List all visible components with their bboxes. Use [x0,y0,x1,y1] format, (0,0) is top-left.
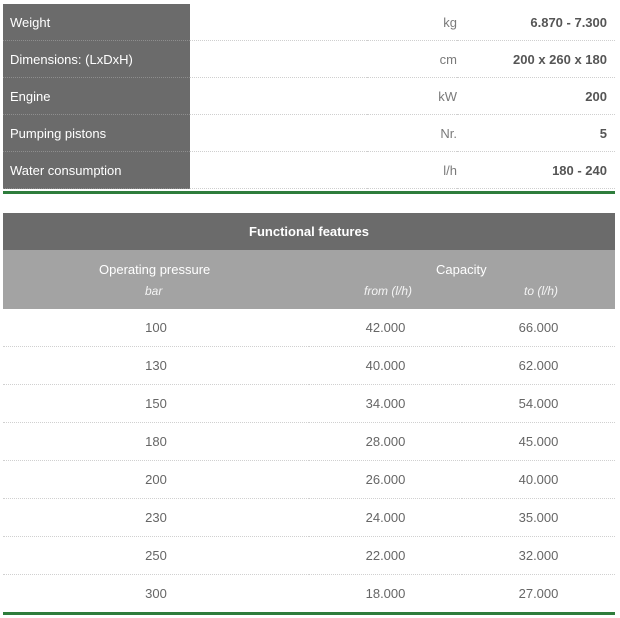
from-cell: 22.000 [309,537,462,575]
features-header [3,250,615,309]
capacity-header: Capacity [436,262,487,277]
pressure-cell: 130 [3,347,309,385]
pressure-cell: 200 [3,461,309,499]
spec-row-dimensions [3,41,615,78]
spec-unit: cm [367,41,457,78]
spec-value: 200 [457,78,615,115]
spec-unit: Nr. [367,115,457,152]
table-row [3,499,615,537]
spec-value: 200 x 260 x 180 [457,41,615,78]
spec-value: 180 - 240 [457,152,615,189]
spec-unit: kg [367,4,457,41]
from-cell: 40.000 [309,347,462,385]
pressure-cell: 150 [3,385,309,423]
spec-row-weight [3,4,615,41]
table-row [3,537,615,575]
spec-value: 5 [457,115,615,152]
table-row [3,385,615,423]
spec-label: Water consumption [3,152,190,189]
pressure-cell: 100 [3,309,309,347]
from-cell: 34.000 [309,385,462,423]
to-cell: 35.000 [462,499,615,537]
table-row [3,347,615,385]
spec-label: Engine [3,78,190,115]
from-header: from (l/h) [364,284,412,298]
to-cell: 62.000 [462,347,615,385]
spec-value: 6.870 - 7.300 [457,4,615,41]
spec-row-pumping-pistons [3,115,615,152]
pressure-header: Operating pressure [99,262,211,277]
spec-table-bottom-rule [3,191,615,194]
from-cell: 26.000 [309,461,462,499]
from-cell: 18.000 [365,586,406,601]
spec-unit: kW [367,78,457,115]
spec-label: Weight [3,4,190,41]
from-cell: 42.000 [309,309,462,347]
functional-features-table [3,213,615,615]
pressure-cell: 250 [3,537,309,575]
features-table-bottom-rule [3,612,615,615]
pressure-cell: 230 [3,499,309,537]
spec-row-engine [3,78,615,115]
to-cell: 27.000 [518,586,559,601]
to-cell: 40.000 [462,461,615,499]
table-row [3,423,615,461]
spec-label: Pumping pistons [3,115,190,152]
pressure-cell: 300 [145,586,167,601]
pressure-unit-header: bar [145,284,163,298]
features-rows [3,309,615,612]
table-row [3,575,615,613]
table-row [3,309,615,347]
to-cell: 54.000 [462,385,615,423]
pressure-cell: 180 [3,423,309,461]
to-cell: 32.000 [462,537,615,575]
features-title: Functional features [3,213,615,250]
table-row [3,461,615,499]
spec-label: Dimensions: (LxDxH) [3,41,190,78]
to-cell: 66.000 [462,309,615,347]
from-cell: 28.000 [309,423,462,461]
from-cell: 24.000 [309,499,462,537]
spec-row-water-consumption [3,152,615,189]
to-cell: 45.000 [462,423,615,461]
spec-unit: l/h [367,152,457,189]
spec-table [3,4,615,189]
to-header: to (l/h) [524,284,559,298]
